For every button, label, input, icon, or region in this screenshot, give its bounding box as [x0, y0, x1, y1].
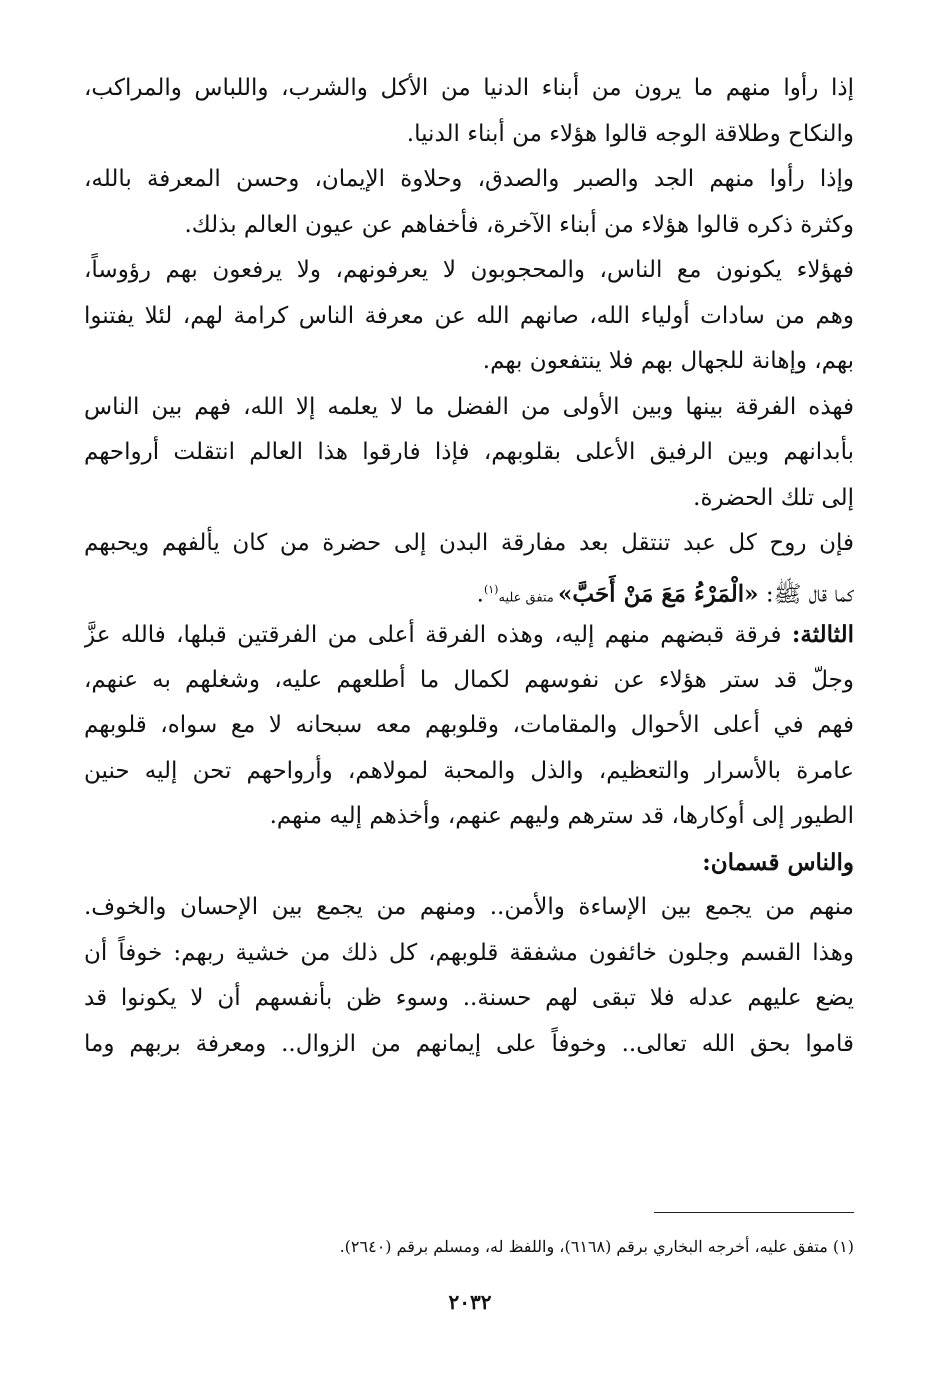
text-line: وهم من سادات أولياء الله، صانهم الله عن معرفة الناس كرامة لهم، لئلا يفتنوا — [84, 302, 854, 329]
body-text — [84, 66, 854, 1067]
third-heading: الثالثة: — [791, 621, 854, 648]
text-line: فهم في أعلى الأحوال والمقامات، وقلوبهم معه سبحانه لا مع سواه، قلوبهم — [84, 712, 854, 738]
text-line: عامرة بالأسرار والتعظيم، والذل والمحبة لمولاهم، وأرواحهم تحن إليه حنين — [84, 757, 854, 784]
text-line: وإذا رأوا منهم الجد والصبر والصدق، وحلاوة الإيمان، وحسن المعرفة بالله، — [84, 166, 854, 192]
text-line: وجلّ قد ستر هؤلاء عن نفوسهم لكمال ما أطلعهم عليه، وشغلهم به عنهم، — [84, 666, 854, 693]
section-heading: والناس قسمان: — [702, 848, 854, 876]
text-line: إلى تلك الحضرة. — [693, 484, 854, 511]
hadith-quote: «الْمَرْءُ مَعَ مَنْ أَحَبَّ» — [558, 580, 759, 608]
text-line: الطيور إلى أوكارها، قد سترهم وليهم عنهم، وأخذهم إليه منهم. — [269, 803, 854, 829]
text-line: يضع عليهم عدله فلا تبقى لهم حسنة.. وسوء ظن بأنفسهم أن لا يكونوا قد — [84, 985, 854, 1011]
quote-end: . — [476, 581, 484, 608]
text-line: وهذا القسم وجلون خائفون مشفقة قلوبهم، كل ذلك من خشية ربهم: خوفاً أن — [84, 939, 854, 966]
text-line: قاموا بحق الله تعالى.. وخوفاً على إيمانهم من الزوال.. ومعرفة بربهم وما — [84, 1030, 854, 1057]
text-line: بهم، وإهانة للجهال بهم فلا ينتفعون بهم. — [482, 348, 854, 374]
footnote: (١) متفق عليه، أخرجه البخاري برقم (٦١٦٨)، واللفظ له، ومسلم برقم (٢٦٤٠). — [339, 1237, 854, 1256]
text-line: فهذه الفرقة بينها وبين الأولى من الفضل ما لا يعلمه إلا الله، فهم بين الناس — [84, 393, 854, 420]
footnote-marker: (١) — [483, 582, 499, 596]
text-line: منهم من يجمع بين الإساءة والأمن.. ومنهم من يجمع بين الإحسان والخوف. — [84, 894, 854, 920]
text-line: فهؤلاء يكونون مع الناس، والمحجوبون لا يعرفونهم، ولا يرفعون بهم رؤوساً، — [84, 257, 854, 283]
quote-prefix: كما قال ﷺ: — [758, 581, 854, 608]
footnote-divider — [654, 1212, 854, 1213]
text-line: فإن روح كل عبد تنتقل بعد مفارقة البدن إلى حضرة من كان يألفهم ويحبهم — [84, 530, 854, 556]
text-line: بأبدانهم وبين الرفيق الأعلى بقلوبهم، فإذا فارقوا هذا العالم انتقلت أرواحهم — [84, 439, 854, 465]
text-line: وكثرة ذكره قالوا هؤلاء من أبناء الآخرة، فأخفاهم عن عيون العالم بذلك. — [184, 211, 854, 238]
text-line: والنكاح وطلاقة الوجه قالوا هؤلاء من أبناء الدنيا. — [406, 120, 854, 147]
quote-source: متفق عليه — [498, 590, 558, 606]
page-number: ٢٠٣٢ — [448, 1290, 492, 1314]
hadith-quote-line — [84, 567, 854, 613]
text-line: إذا رأوا منهم ما يرون من أبناء الدنيا من الأكل والشرب، واللباس والمراكب، — [84, 75, 854, 101]
third-first-rest: فرقة قبضهم منهم إليه، وهذه الفرقة أعلى من الفرقتين قبلها، فالله عزَّ — [84, 622, 792, 648]
third-paragraph-first-line — [84, 612, 854, 658]
